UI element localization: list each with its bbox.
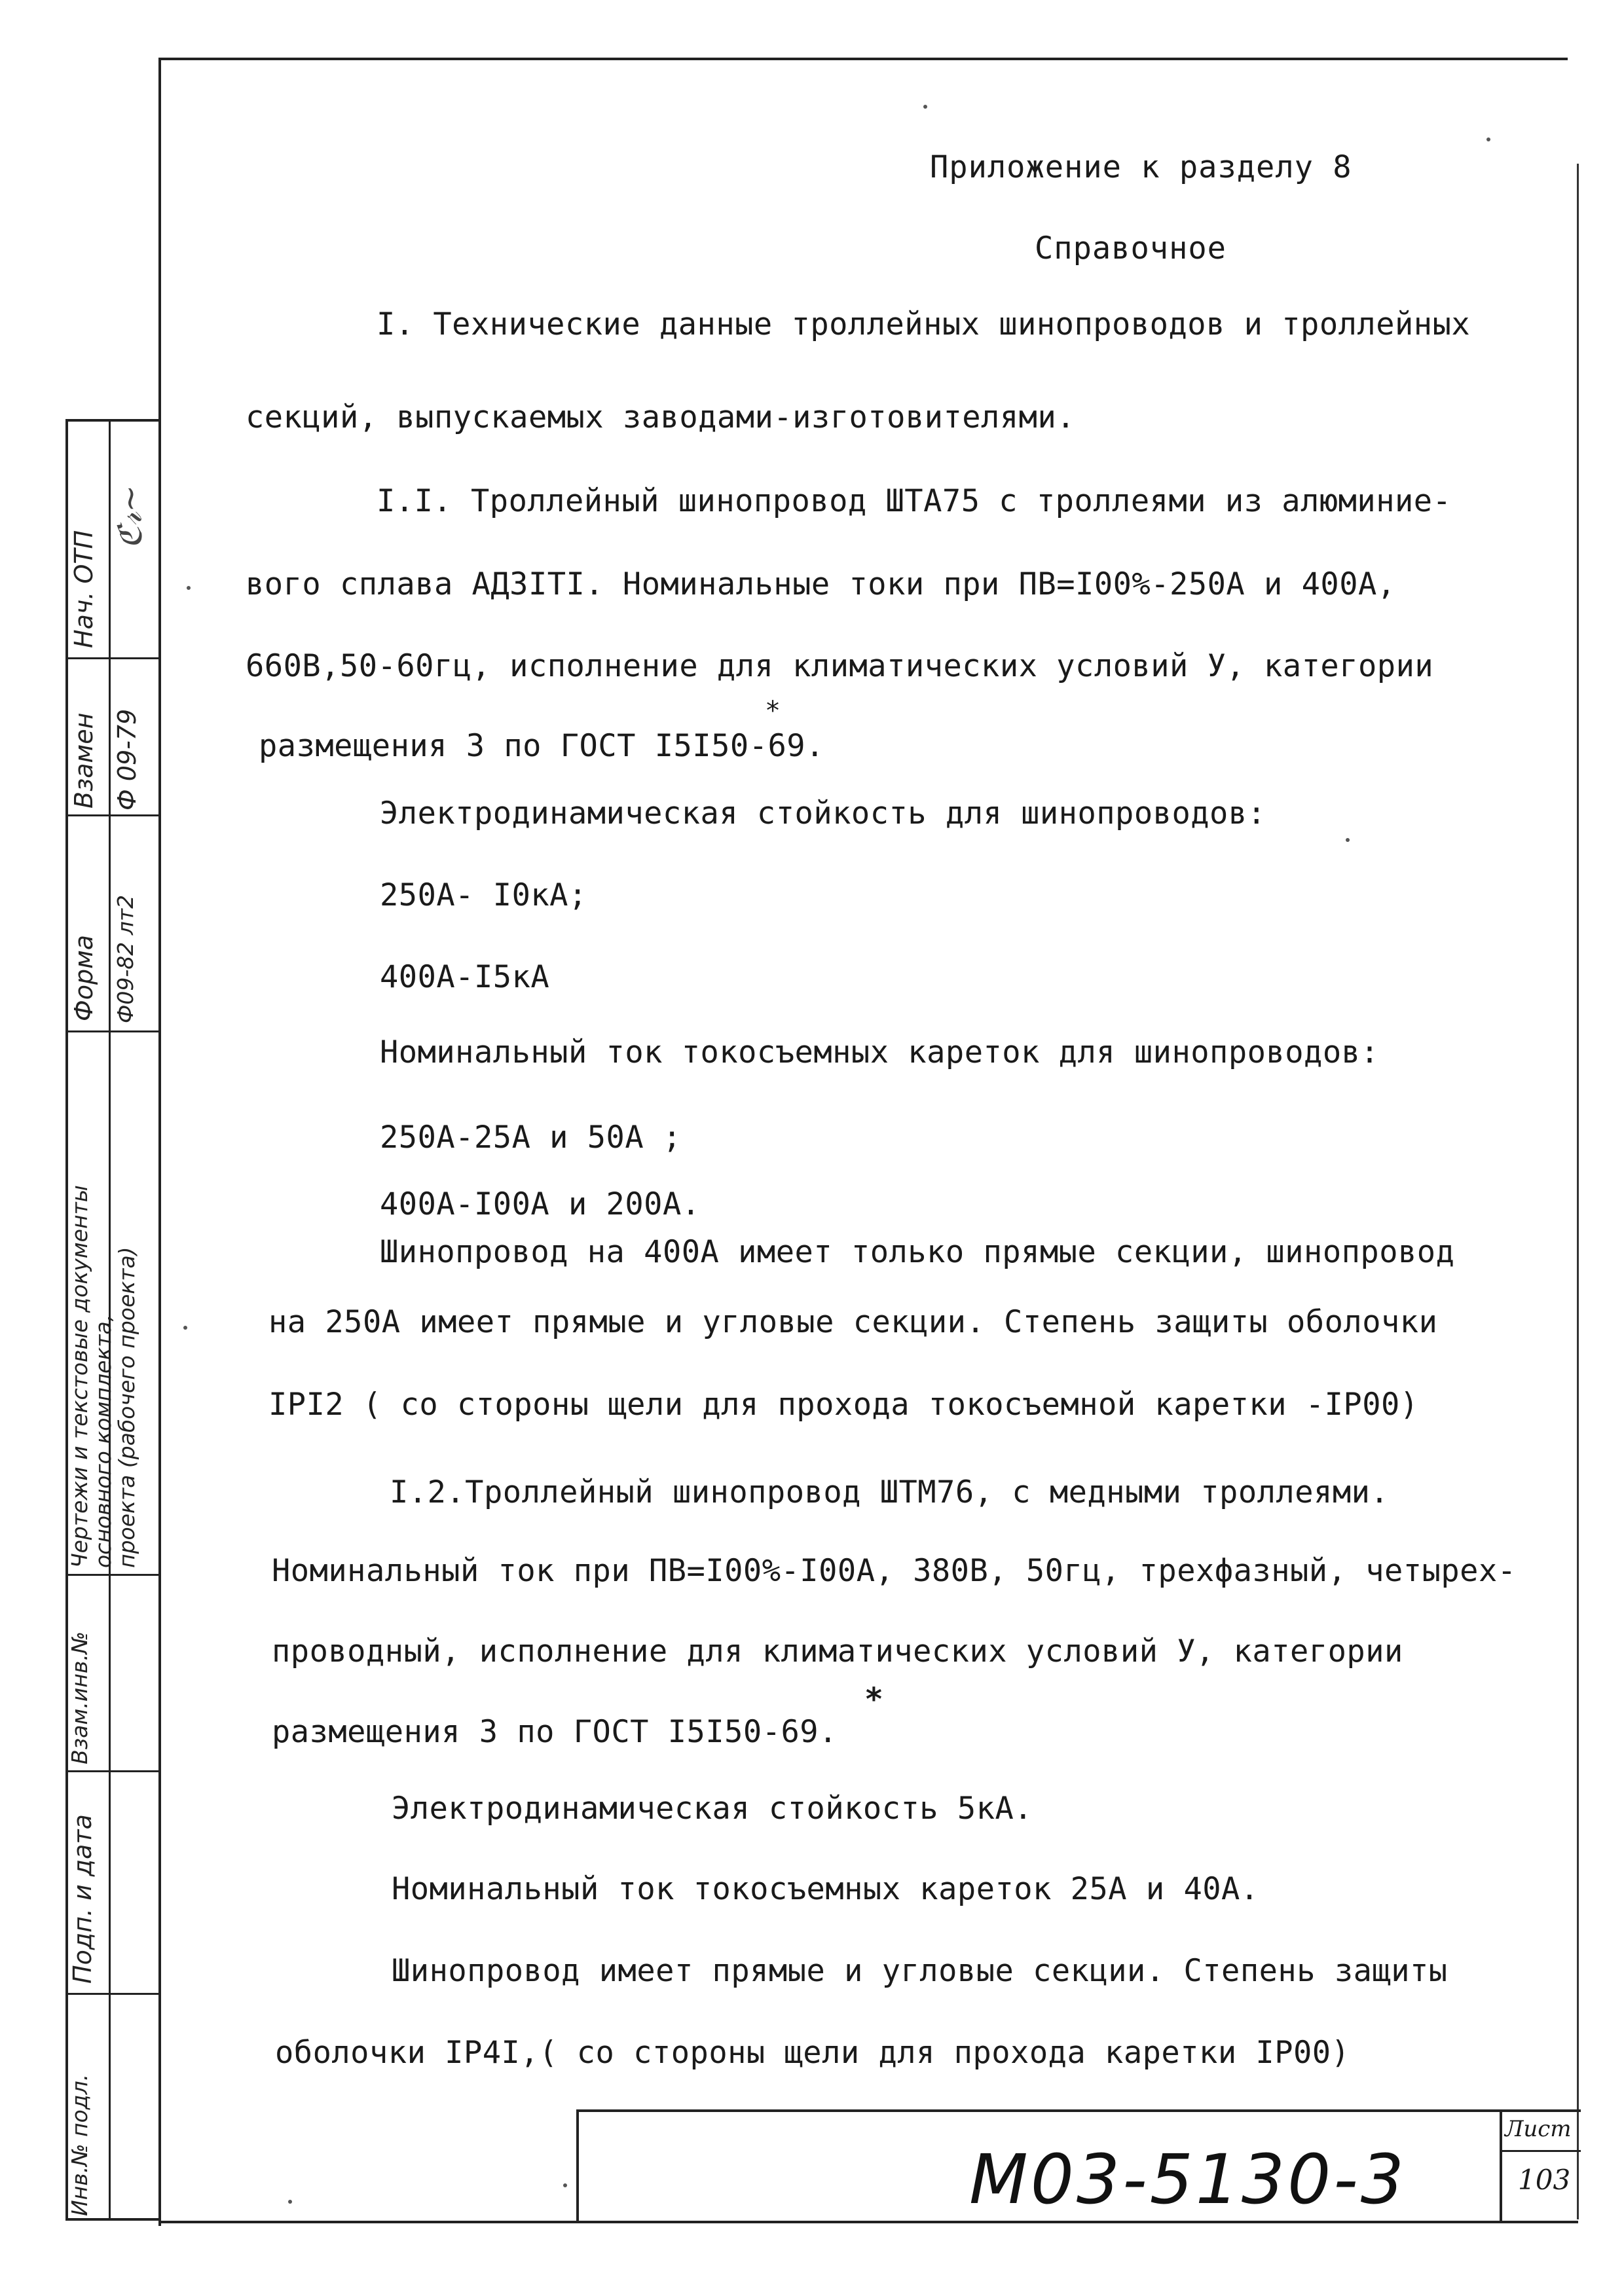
scan-speck [1346, 838, 1350, 842]
scan-speck [187, 586, 191, 590]
body-line-19: размещения 3 по ГОСТ I5I50-69. [272, 1714, 838, 1750]
footnote-mark-1: * [765, 696, 781, 726]
scan-speck [1486, 137, 1490, 141]
body-line-7: Электродинамическая стойкость для шинопроводов: [380, 795, 1266, 831]
page-frame-right [1577, 164, 1579, 2219]
signature-icon: ℭ𝓇~ [111, 484, 149, 549]
body-line-3: I.I. Троллейный шинопровод ШТА75 с троллеями из алюминие- [377, 483, 1452, 519]
sidebar-label-form: Форма [69, 934, 98, 1021]
sidebar-label-inv-replace: Взам.инв.№ [67, 1631, 92, 1764]
body-line-9: 400А-I5кА [380, 959, 550, 995]
sheet-number: 103 [1518, 2164, 1571, 2196]
appendix-title: Приложение к разделу 8 [930, 149, 1352, 185]
body-line-15: IPI2 ( со стороны щели для прохода токосъемной каретки -IP00) [268, 1387, 1419, 1423]
body-line-12: 400А-I00А и 200А. [380, 1186, 701, 1222]
sidebar-label-replaces: Взамен [69, 712, 98, 809]
body-line-14: на 250А имеет прямые и угловые секции. Степень защиты оболочки [268, 1304, 1438, 1340]
body-line-2: секций, выпускаемых заводами-изготовителями. [246, 399, 1076, 435]
sidebar-label-docs-3: проекта (рабочего проекта) [114, 1247, 139, 1568]
scan-speck [563, 2183, 567, 2187]
body-line-10: Номинальный ток токосъемных кареток для шинопроводов: [380, 1034, 1380, 1070]
sheet-label: Лист [1505, 2116, 1572, 2142]
scan-speck [923, 105, 927, 109]
scan-speck [288, 2200, 292, 2204]
body-line-22: Шинопровод имеет прямые и угловые секции. Степень защиты [392, 1953, 1448, 1989]
body-line-5: 660В,50-60гц, исполнение для климатических условий У, категории [246, 648, 1434, 684]
body-line-1: I. Технические данные троллейных шинопроводов и троллейных [377, 306, 1471, 342]
sidebar-label-head: Нач. ОТП [69, 530, 98, 648]
body-line-18: проводный, исполнение для климатических условий У, категории [272, 1633, 1403, 1669]
sidebar-label-sign-date: Подп. и дата [68, 1814, 97, 1984]
scan-speck [183, 1326, 187, 1330]
body-line-11: 250А-25А и 50А ; [380, 1120, 682, 1156]
body-line-23: оболочки IP4I,( со стороны щели для прохода каретки IP00) [275, 2035, 1350, 2071]
body-line-17: Номинальный ток при ПВ=I00%-I00А, 380В, 50гц, трехфазный, четырех- [272, 1553, 1517, 1589]
body-line-21: Номинальный ток токосъемных кареток 25А и 40А. [392, 1871, 1259, 1907]
sidebar-value-replaces: Ф 09-79 [113, 708, 141, 811]
body-line-4: вого сплава АДЗIТI. Номинальные токи при ПВ=I00%-250А и 400А, [246, 566, 1396, 602]
body-line-13: Шинопровод на 400А имеет только прямые секции, шинопровод [380, 1234, 1455, 1270]
sidebar-label-docs: Чертежи и текстовые документы [67, 1185, 92, 1568]
document-code: М03-5130-3 [969, 2140, 1407, 2219]
body-line-8: 250А- I0кА; [380, 877, 587, 913]
reference-label: Справочное [1035, 230, 1227, 266]
footnote-mark-2: * [864, 1681, 884, 1718]
body-line-6: размещения 3 по ГОСТ I5I50-69. [259, 728, 824, 764]
body-line-20: Электродинамическая стойкость 5кА. [392, 1791, 1033, 1827]
sidebar-label-docs-2: основного комплекта, [90, 1314, 116, 1568]
body-line-16: I.2.Троллейный шинопровод ШТМ76, с медными троллеями. [390, 1474, 1390, 1510]
sidebar-value-form: Ф09-82 лт2 [113, 894, 138, 1023]
sidebar-label-inv-original: Инв.№ подл. [67, 2073, 92, 2216]
